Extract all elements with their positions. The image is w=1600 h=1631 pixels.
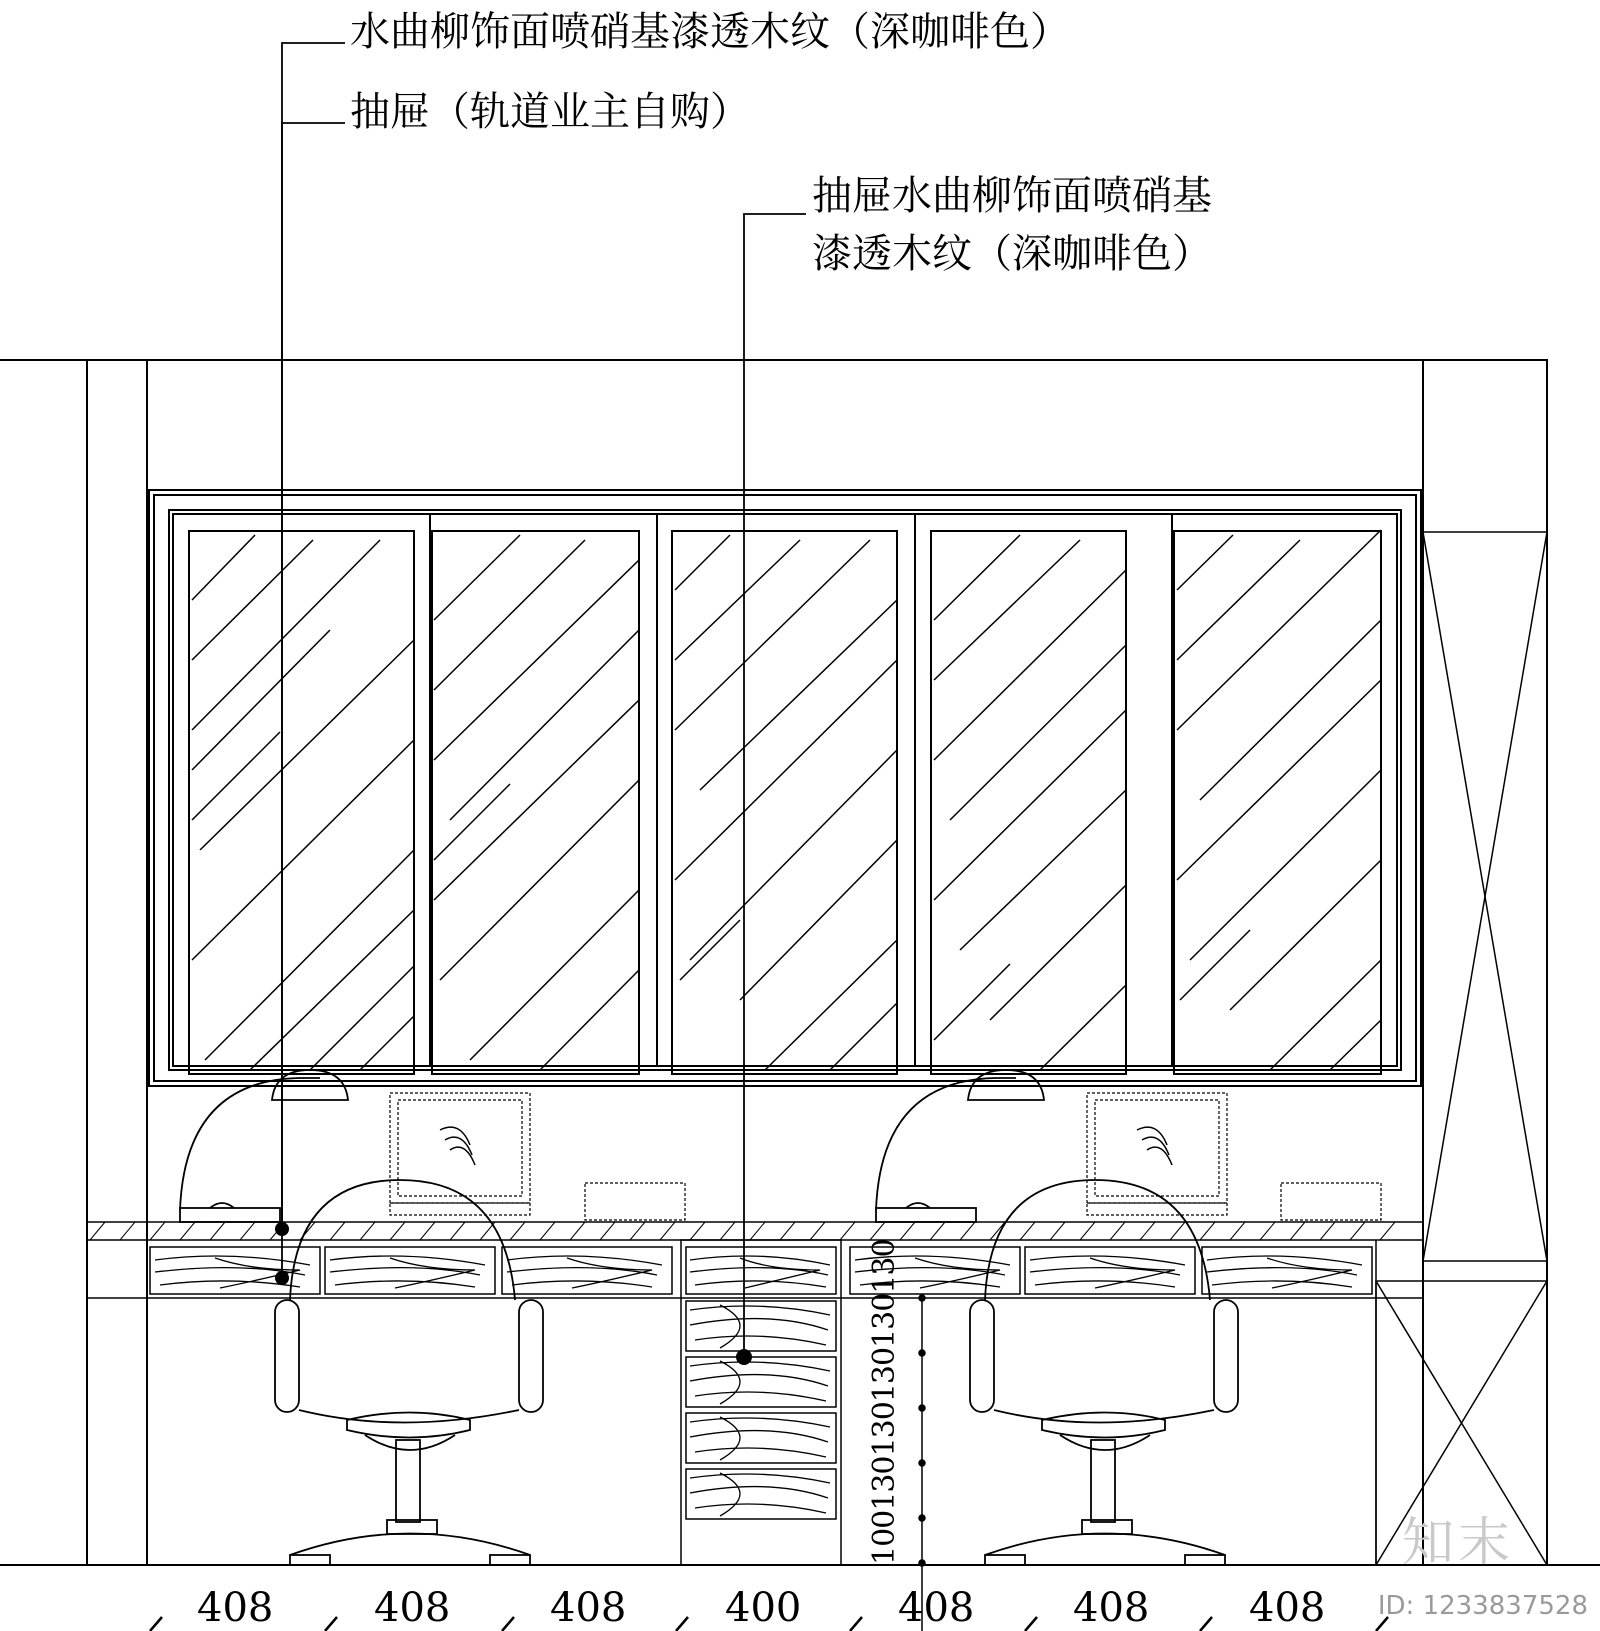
material-label-side-line2: 漆透木纹（深咖啡色） bbox=[812, 231, 1212, 277]
brand-watermark: 知末 bbox=[1402, 1513, 1515, 1573]
leader-line-drawer bbox=[282, 123, 345, 1278]
dimension-label: 408 bbox=[197, 1585, 274, 1631]
glass-pane bbox=[931, 531, 1126, 1074]
leader-line-top bbox=[282, 43, 345, 1229]
window-outer-frame bbox=[149, 490, 1421, 1086]
glass-pane bbox=[1174, 531, 1381, 1074]
glass-pane bbox=[189, 531, 414, 1074]
desk-lamp bbox=[876, 1078, 1016, 1210]
material-label-side-line1: 抽屉水曲柳饰面喷硝基 bbox=[812, 173, 1212, 219]
dimension-label: 408 bbox=[1073, 1585, 1150, 1631]
desk-lamp bbox=[180, 1078, 320, 1210]
drawer-label: 抽屉（轨道业主自购） bbox=[350, 89, 750, 135]
wall-outline bbox=[87, 360, 1547, 1565]
dimension-label: 400 bbox=[725, 1585, 802, 1631]
dimension-label: 408 bbox=[374, 1585, 451, 1631]
glass-pane bbox=[672, 531, 897, 1074]
glass-pane bbox=[432, 531, 639, 1074]
image-id-label: ID: 1233837528 bbox=[1377, 1591, 1588, 1621]
dimension-label: 408 bbox=[550, 1585, 627, 1631]
dimension-label: 408 bbox=[898, 1585, 975, 1631]
material-label-top: 水曲柳饰面喷硝基漆透木纹（深咖啡色） bbox=[350, 9, 1070, 55]
leader-line-side bbox=[744, 214, 806, 1357]
dimension-label: 408 bbox=[1249, 1585, 1326, 1631]
drawer-column bbox=[681, 1240, 841, 1565]
vertical-dimension-label: 100130130130130130 bbox=[867, 1239, 902, 1565]
